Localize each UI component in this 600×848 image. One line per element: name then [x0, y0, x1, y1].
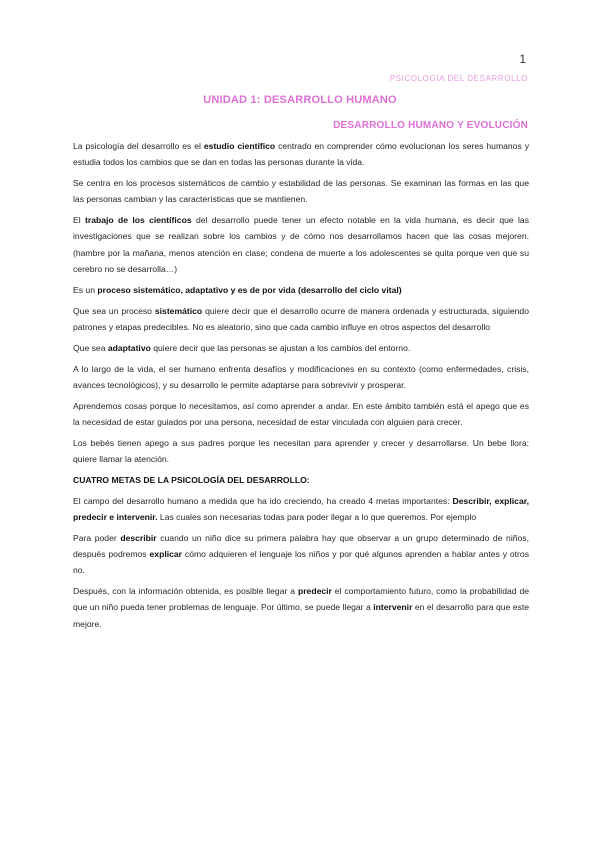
paragraph [73, 282, 529, 298]
text-run: quiere decir que las personas se ajustan a los cambios del entorno. [150, 342, 411, 353]
paragraph [73, 435, 529, 468]
bold-text: describir [120, 532, 157, 543]
unit-title: UNIDAD 1: DESARROLLO HUMANO [203, 94, 397, 106]
document-body [73, 138, 529, 637]
text-run: cuando un niño dice su primera palabra hay que observar a un grupo determinado de niños, después podremos [73, 532, 529, 560]
text-run: Después, con la información obtenida, es posible llegar a [73, 586, 298, 597]
section-title: DESARROLLO HUMANO Y EVOLUCIÓN [333, 120, 528, 131]
bold-text: Describir, explicar, predecir e intervenir. [73, 495, 529, 522]
text-run: A lo largo de la vida, el ser humano enfrenta desafíos y modificaciones en su contexto (como enfermedades, crisis, avances tecnológicos), y su desarrollo le permite adaptarse para sobrevivir y prosperar. [73, 363, 529, 390]
paragraph [73, 340, 529, 356]
text-run: quiere decir que el desarrollo ocurre de manera ordenada y estructurada, siguiendo patrones y etapas predecibles. No es aleatorio, sino que cada cambio influye en otros aspectos del desarrollo [73, 305, 529, 332]
text-run: Que sea un proceso [73, 305, 155, 316]
bold-text: sistemático [154, 305, 203, 316]
text-run: el comportamiento futuro, como la probabilidad de que un niño pueda tener problemas de lenguaje. Por último, se puede llegar a [73, 586, 530, 613]
text-run: Aprendemos cosas porque lo necesitamos, así como aprender a andar. En este ámbito también está el apego que es la necesidad de estar guiados por una persona, necesidad de estar vinculada con alguien para crecer. [73, 400, 529, 427]
paragraph [73, 530, 529, 579]
text-run: en el desarrollo para que este mejore. [73, 602, 530, 629]
text-run: del desarrollo puede tener un efecto notable en la vida humana, es decir que las investigaciones que se realizan sobre los cambios y de cómo nos desarrollamos hacen que las cosas mejoren. (hambre por la mañana, menos atención en clase; condena de muerte a los adolescentes se quita porque ven que su cerebro no se desarrolla…) [73, 215, 530, 275]
paragraph [73, 583, 529, 632]
paragraph [73, 398, 529, 431]
text-run: Se centra en los procesos sistemáticos de cambio y estabilidad de las personas. Se examinan las formas en las que las personas cambian y las características que se mantienen. [73, 178, 529, 205]
text-run: La psicología del desarrollo es el [73, 141, 204, 151]
paragraph [73, 303, 529, 336]
text-run: Que sea [73, 342, 108, 353]
bold-text: adaptativo [107, 342, 151, 353]
paragraph [73, 138, 529, 171]
bold-text: explicar [149, 549, 183, 560]
text-run: cómo adquieren el lenguaje los niños y por qué algunos aprenden a hablar antes y otros no. [73, 549, 529, 576]
text-run: El [73, 215, 85, 226]
running-header: PSICOLOGÍA DEL DESARROLLO [389, 74, 528, 83]
text-run: El campo del desarrollo humano a medida que ha ido creciendo, ha creado 4 metas importantes: [73, 495, 453, 506]
text-run: centrado en comprender cómo evolucionan los seres humanos y estudia todos los cambios que se dan en todas las personas durante la vida. [73, 141, 529, 168]
page-number: 1 [519, 52, 526, 66]
bold-text: estudio científico [203, 141, 276, 151]
text-run: Las cuales son necesarias todas para poder llegar a lo que queremos. Por ejemplo [157, 511, 477, 522]
paragraph [73, 175, 529, 208]
bold-text: trabajo de los científicos [84, 215, 192, 226]
text-run: Para poder [73, 532, 121, 543]
bold-text: CUATRO METAS DE LA PSICOLOGÍA DEL DESARROLLO: [73, 474, 310, 485]
paragraph [73, 493, 529, 526]
text-run: Es un [73, 284, 98, 295]
bold-text: intervenir [373, 602, 413, 613]
paragraph [73, 212, 529, 277]
bold-text: predecir [297, 586, 332, 597]
paragraph [73, 361, 529, 394]
bold-text: proceso sistemático, adaptativo y es de por vida (desarrollo del ciclo vital) [97, 284, 402, 295]
text-run: Los bebés tienen apego a sus padres porque les necesitan para aprender y crecer y desarrollarse. Un bebe llora: quiere llamar la atención. [73, 437, 529, 465]
paragraph [73, 472, 529, 488]
